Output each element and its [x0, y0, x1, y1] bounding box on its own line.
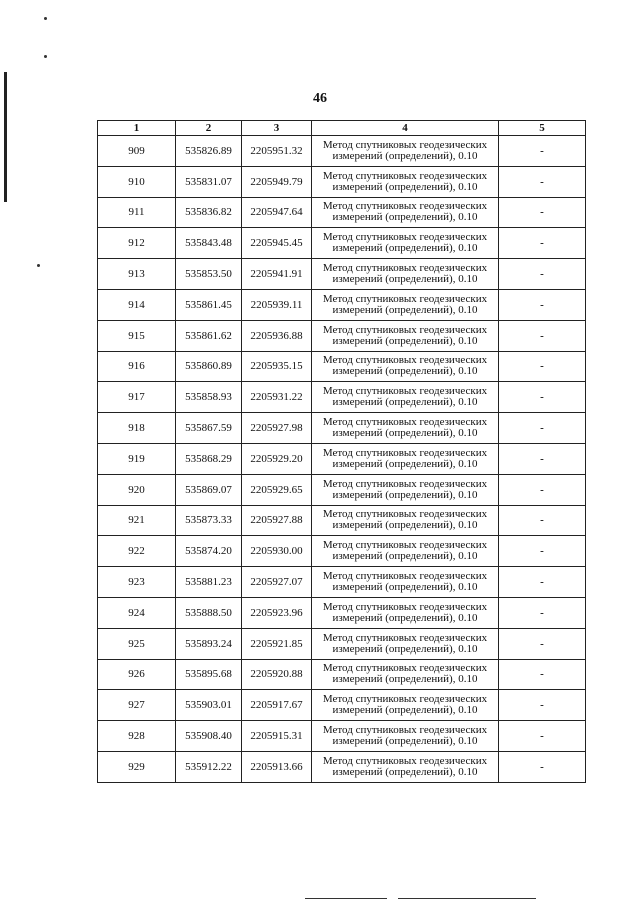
cell-num: 919	[98, 443, 176, 474]
cell-method-line: измерений (определений), 0.10	[332, 149, 478, 162]
cell-x: 535888.50	[176, 597, 242, 628]
cell-num: 929	[98, 751, 176, 782]
cell-method	[312, 136, 499, 167]
cell-method	[312, 751, 499, 782]
cell-method-line: измерений (определений), 0.10	[332, 242, 478, 255]
cell-method-line: измерений (определений), 0.10	[332, 735, 478, 748]
cell-num: 920	[98, 474, 176, 505]
cell-method	[312, 228, 499, 259]
cell-y: 2205935.15	[242, 351, 312, 382]
table-row	[98, 659, 586, 690]
cell-x: 535903.01	[176, 690, 242, 721]
cell-y: 2205929.20	[242, 443, 312, 474]
cell-y: 2205923.96	[242, 597, 312, 628]
cell-note: -	[499, 567, 586, 598]
table-row	[98, 721, 586, 752]
cell-y: 2205927.98	[242, 413, 312, 444]
table-row	[98, 228, 586, 259]
table-row	[98, 320, 586, 351]
cell-method-line: Метод спутниковых геодезических	[322, 600, 488, 613]
table-row	[98, 136, 586, 167]
cell-method-line: Метод спутниковых геодезических	[322, 138, 488, 151]
cell-x: 535836.82	[176, 197, 242, 228]
cell-method-line: Метод спутниковых геодезических	[322, 724, 488, 737]
cell-x: 535860.89	[176, 351, 242, 382]
cell-note: -	[499, 474, 586, 505]
cell-num: 924	[98, 597, 176, 628]
cell-x: 535874.20	[176, 536, 242, 567]
cell-num: 911	[98, 197, 176, 228]
cell-method-line: измерений (определений), 0.10	[332, 396, 478, 409]
cell-note: -	[499, 505, 586, 536]
cell-method	[312, 320, 499, 351]
cell-x: 535893.24	[176, 628, 242, 659]
cell-method	[312, 690, 499, 721]
table-row	[98, 505, 586, 536]
table-row	[98, 536, 586, 567]
cell-y: 2205936.88	[242, 320, 312, 351]
cell-method-line: измерений (определений), 0.10	[332, 334, 478, 347]
cell-note: -	[499, 166, 586, 197]
cell-num: 925	[98, 628, 176, 659]
cell-note: -	[499, 382, 586, 413]
cell-note: -	[499, 259, 586, 290]
cell-y: 2205947.64	[242, 197, 312, 228]
cell-y: 2205939.11	[242, 289, 312, 320]
cell-method-line: измерений (определений), 0.10	[332, 704, 478, 717]
cell-note: -	[499, 228, 586, 259]
cell-x: 535858.93	[176, 382, 242, 413]
table-row	[98, 628, 586, 659]
cell-num: 913	[98, 259, 176, 290]
cell-method-line: измерений (определений), 0.10	[332, 303, 478, 316]
cell-num: 912	[98, 228, 176, 259]
cell-method-line: Метод спутниковых геодезических	[322, 323, 488, 336]
column-header: 1	[98, 121, 176, 136]
column-header: 3	[242, 121, 312, 136]
cell-method-line: измерений (определений), 0.10	[332, 457, 478, 470]
cell-x: 535869.07	[176, 474, 242, 505]
cell-note: -	[499, 751, 586, 782]
cell-method-line: Метод спутниковых геодезических	[322, 169, 488, 182]
page-number: 46	[313, 91, 327, 106]
cell-x: 535912.22	[176, 751, 242, 782]
table-row	[98, 597, 586, 628]
cell-num: 914	[98, 289, 176, 320]
table-row	[98, 567, 586, 598]
cell-method-line: измерений (определений), 0.10	[332, 488, 478, 501]
cell-method-line: измерений (определений), 0.10	[332, 365, 478, 378]
cell-num: 910	[98, 166, 176, 197]
table-row	[98, 690, 586, 721]
cell-method-line: измерений (определений), 0.10	[332, 427, 478, 440]
cell-note: -	[499, 443, 586, 474]
cell-method-line: измерений (определений), 0.10	[332, 550, 478, 563]
cell-method-line: Метод спутниковых геодезических	[322, 200, 488, 213]
cell-x: 535843.48	[176, 228, 242, 259]
cell-method-line: измерений (определений), 0.10	[332, 273, 478, 286]
cell-x: 535873.33	[176, 505, 242, 536]
table-row	[98, 413, 586, 444]
cell-note: -	[499, 413, 586, 444]
cell-y: 2205941.91	[242, 259, 312, 290]
table-row	[98, 259, 586, 290]
cell-num: 922	[98, 536, 176, 567]
cell-method	[312, 628, 499, 659]
table-header-row	[98, 121, 586, 136]
cell-num: 918	[98, 413, 176, 444]
cell-method-line: измерений (определений), 0.10	[332, 765, 478, 778]
cell-method	[312, 505, 499, 536]
cell-method-line: измерений (определений), 0.10	[332, 581, 478, 594]
cell-num: 916	[98, 351, 176, 382]
cell-y: 2205951.32	[242, 136, 312, 167]
cell-y: 2205927.88	[242, 505, 312, 536]
cell-x: 535826.89	[176, 136, 242, 167]
cell-num: 923	[98, 567, 176, 598]
cell-x: 535881.23	[176, 567, 242, 598]
cell-method-line: Метод спутниковых геодезических	[322, 262, 488, 275]
cell-method-line: Метод спутниковых геодезических	[322, 693, 488, 706]
cell-y: 2205945.45	[242, 228, 312, 259]
cell-x: 535908.40	[176, 721, 242, 752]
cell-method-line: Метод спутниковых геодезических	[322, 662, 488, 675]
cell-method-line: Метод спутниковых геодезических	[322, 385, 488, 398]
cell-method-line: Метод спутниковых геодезических	[322, 754, 488, 767]
coordinates-table	[97, 120, 586, 783]
footer-line	[305, 898, 387, 899]
cell-method	[312, 382, 499, 413]
cell-method-line: измерений (определений), 0.10	[332, 180, 478, 193]
cell-y: 2205930.00	[242, 536, 312, 567]
cell-method	[312, 567, 499, 598]
cell-note: -	[499, 721, 586, 752]
cell-note: -	[499, 597, 586, 628]
cell-method-line: Метод спутниковых геодезических	[322, 631, 488, 644]
cell-method	[312, 197, 499, 228]
cell-method	[312, 443, 499, 474]
cell-y: 2205921.85	[242, 628, 312, 659]
cell-method-line: Метод спутниковых геодезических	[322, 292, 488, 305]
cell-method-line: измерений (определений), 0.10	[332, 519, 478, 532]
cell-method-line: Метод спутниковых геодезических	[322, 416, 488, 429]
cell-y: 2205917.67	[242, 690, 312, 721]
column-header: 2	[176, 121, 242, 136]
table-row	[98, 166, 586, 197]
cell-x: 535895.68	[176, 659, 242, 690]
cell-method-line: Метод спутниковых геодезических	[322, 539, 488, 552]
cell-method-line: Метод спутниковых геодезических	[322, 446, 488, 459]
cell-note: -	[499, 628, 586, 659]
table-row	[98, 443, 586, 474]
cell-x: 535868.29	[176, 443, 242, 474]
cell-y: 2205949.79	[242, 166, 312, 197]
cell-method-line: измерений (определений), 0.10	[332, 673, 478, 686]
cell-method-line: Метод спутниковых геодезических	[322, 508, 488, 521]
cell-method-line: измерений (определений), 0.10	[332, 642, 478, 655]
cell-num: 917	[98, 382, 176, 413]
cell-x: 535853.50	[176, 259, 242, 290]
cell-num: 915	[98, 320, 176, 351]
cell-num: 921	[98, 505, 176, 536]
cell-method-line: измерений (определений), 0.10	[332, 211, 478, 224]
cell-y: 2205915.31	[242, 721, 312, 752]
cell-num: 926	[98, 659, 176, 690]
cell-method	[312, 659, 499, 690]
table-row	[98, 289, 586, 320]
scan-speck	[44, 17, 47, 20]
column-header: 5	[499, 121, 586, 136]
cell-num: 927	[98, 690, 176, 721]
cell-note: -	[499, 197, 586, 228]
cell-method	[312, 413, 499, 444]
footer-line	[398, 898, 536, 899]
table-row	[98, 197, 586, 228]
cell-note: -	[499, 351, 586, 382]
cell-x: 535861.45	[176, 289, 242, 320]
cell-x: 535867.59	[176, 413, 242, 444]
cell-num: 909	[98, 136, 176, 167]
table-row	[98, 474, 586, 505]
cell-x: 535861.62	[176, 320, 242, 351]
cell-method	[312, 259, 499, 290]
table-row	[98, 351, 586, 382]
cell-method	[312, 474, 499, 505]
cell-y: 2205927.07	[242, 567, 312, 598]
cell-method	[312, 351, 499, 382]
cell-note: -	[499, 536, 586, 567]
cell-method	[312, 721, 499, 752]
cell-y: 2205931.22	[242, 382, 312, 413]
cell-y: 2205913.66	[242, 751, 312, 782]
cell-method	[312, 166, 499, 197]
scan-speck	[37, 264, 40, 267]
cell-note: -	[499, 289, 586, 320]
cell-note: -	[499, 136, 586, 167]
cell-note: -	[499, 659, 586, 690]
cell-y: 2205929.65	[242, 474, 312, 505]
cell-num: 928	[98, 721, 176, 752]
column-header: 4	[312, 121, 499, 136]
cell-method	[312, 597, 499, 628]
cell-method-line: Метод спутниковых геодезических	[322, 354, 488, 367]
cell-method-line: измерений (определений), 0.10	[332, 611, 478, 624]
cell-note: -	[499, 320, 586, 351]
cell-method	[312, 289, 499, 320]
table-row	[98, 382, 586, 413]
table-row	[98, 751, 586, 782]
cell-method-line: Метод спутниковых геодезических	[322, 477, 488, 490]
scan-speck	[44, 55, 47, 58]
cell-method	[312, 536, 499, 567]
cell-x: 535831.07	[176, 166, 242, 197]
cell-note: -	[499, 690, 586, 721]
cell-y: 2205920.88	[242, 659, 312, 690]
cell-method-line: Метод спутниковых геодезических	[322, 231, 488, 244]
cell-method-line: Метод спутниковых геодезических	[322, 570, 488, 583]
